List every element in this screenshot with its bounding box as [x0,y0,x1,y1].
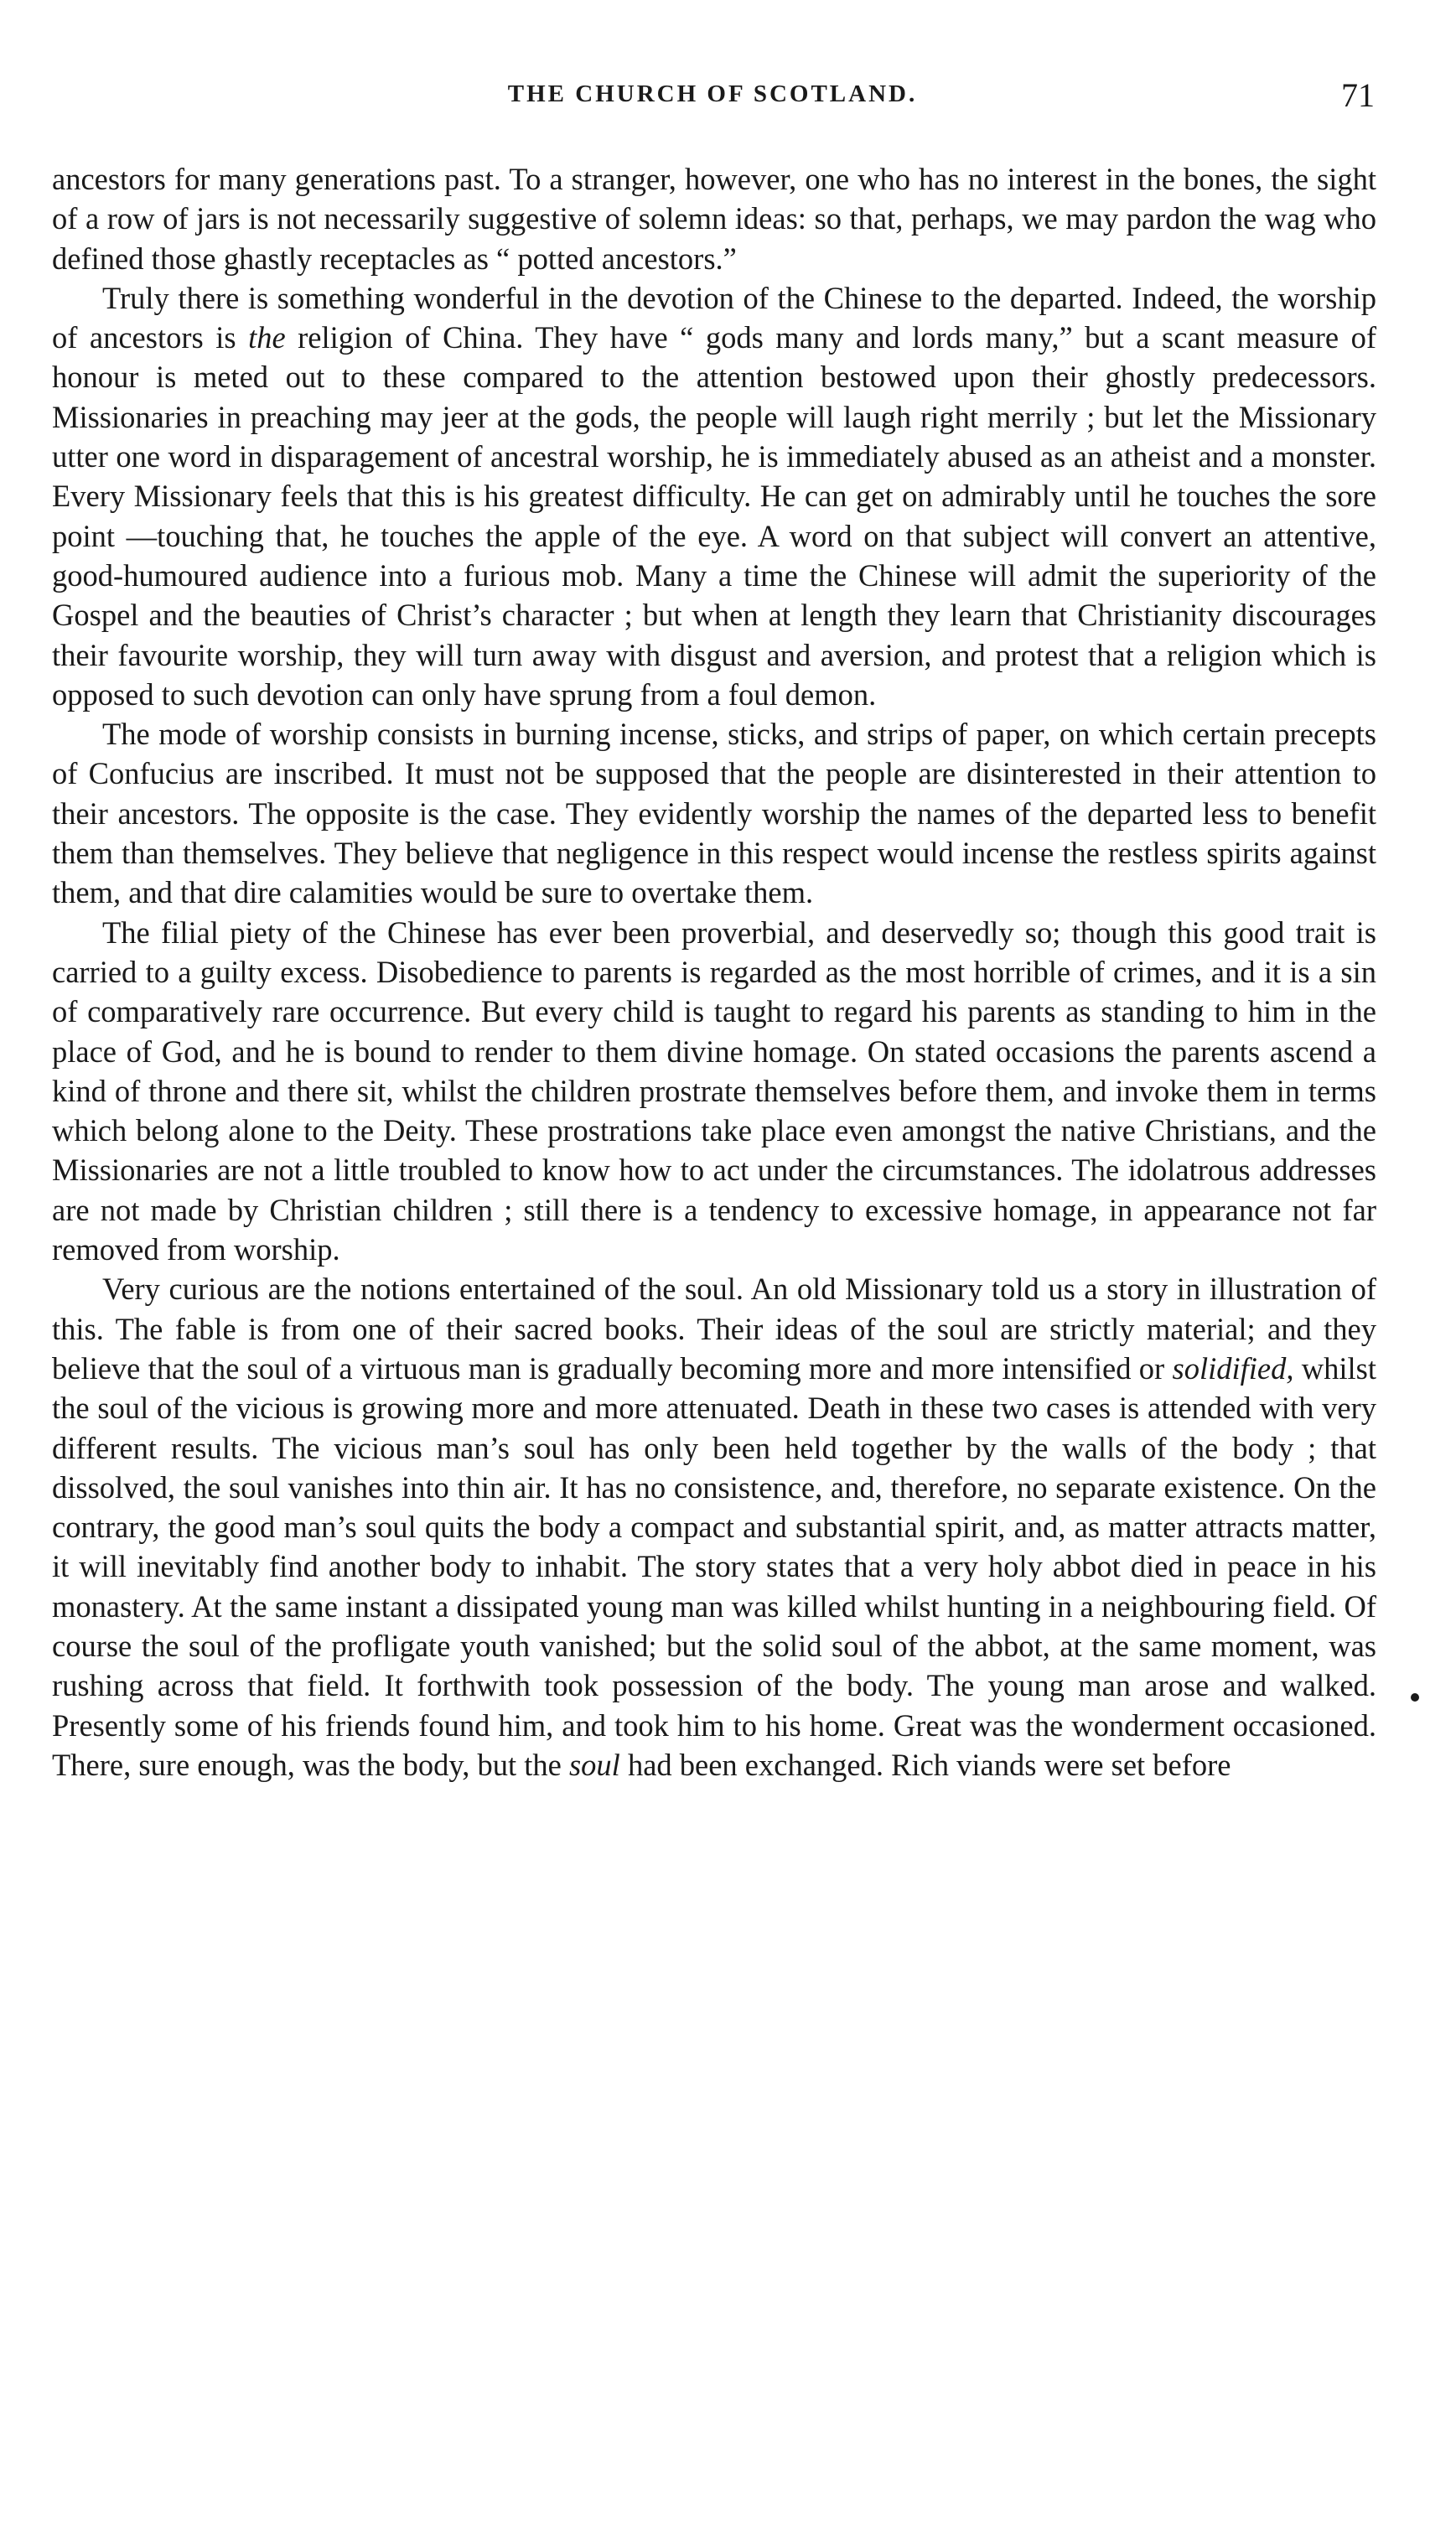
paragraph-text: had been exchanged. Rich viands were set before [619,1747,1231,1782]
paragraph-text: Truly there is something wonderful in the devotion of the Chinese to the departed. Indeed, the worship of ancestors is [52,280,1376,355]
paragraph-text: ancestors for many generations past. To a stranger, however, one who has no interest in the bones, the sight of a row of jars is not necessarily suggestive of solemn ideas: so that, perhaps, we may pardon the wag who defined those ghastly receptacles as “ potted ancestors.” [52,162,1376,276]
italic-text: the [248,320,286,355]
paragraph [52,159,1376,278]
paragraph-text: Very curious are the notions entertained of the soul. An old Missionary told us a story in illustration of this. The fable is from one of their sacred books. Their ideas of the soul are strictly material; and they believe that the soul of a virtuous man is gradually becoming more and more intensified or [52,1272,1376,1386]
italic-text: solidified, [1172,1350,1294,1386]
margin-dot-mark [1411,1693,1419,1702]
running-head [50,76,1375,117]
paragraph [52,1269,1376,1785]
body-text [52,159,1376,1785]
paragraph-text: whilst the soul of the vicious is growing more and more attenuated. Death in these two cases is attended with very different results. The vicious man’s soul has only been held together by the walls of the body ; that dissolved, the soul vanishes into thin air. It has no consistence, and, therefore, no separate existence. On the contrary, the good man’s soul quits the body a compact and substantial spirit, and, as matter attracts matter, it will inevitably find another body to inhabit. The story states that a very holy abbot died in peace in his monastery. At the same instant a dissipated young man was killed whilst hunting in a neighbouring field. Of course the soul of the profligate youth vanished; but the solid soul of the abbot, at the same moment, was rushing across that field. It forthwith took possession of the body. The young man arose and walked. Presently some of his friends found him, and took him to his home. Great was the wonderment occasioned. There, sure enough, was the body, but the [52,1350,1376,1782]
paragraph-text: The filial piety of the Chinese has ever been proverbial, and deservedly so; though this good trait is carried to a guilty excess. Disobedience to parents is regarded as the most horrible of crimes, and it is a sin of comparatively rare occurrence. But every child is taught to regard his parents as standing to him in the place of God, and he is bound to render to them divine homage. On stated occasions the parents ascend a kind of throne and there sit, whilst the children prostrate themselves before them, and invoke them in terms which belong alone to the Deity. These prostrations take place even amongst the native Christians, and the Missionaries are not a little troubled to know how to act under the circumstances. The idolatrous addresses are not made by Christian children ; still there is a tendency to excessive homage, in appearance not far removed from worship. [52,914,1376,1267]
paragraph [52,913,1376,1270]
paragraph [52,714,1376,912]
paragraph-text: religion of China. They have “ gods many and lords many,” but a scant measure of honour is meted out to these compared to the attention bestowed upon their ghostly predecessors. Missionaries in preaching may jeer at the gods, the people will laugh right merrily ; but let the Missionary utter one word in disparagement of ancestral worship, he is immediately abused as an atheist and a monster. Every Missionary feels that this is his greatest difficulty. He can get on admirably until he touches the sore point —touching that, he touches the apple of the eye. A word on that subject will convert an attentive, good-humoured audience into a furious mob. Many a time the Chinese will admit the superiority of the Gospel and the beauties of Christ’s character ; but when at length they learn that Christianity discourages their favourite worship, they will turn away with disgust and aversion, and protest that a religion which is opposed to such devotion can only have sprung from a foul demon. [52,320,1376,712]
italic-text: soul [568,1747,620,1782]
paragraph-text: The mode of worship consists in burning incense, sticks, and strips of paper, on which certain precepts of Confucius are inscribed. It must not be supposed that the people are disinterested in their attention to their ancestors. The opposite is the case. They evidently worship the names of the departed less to benefit them than themselves. They believe that negligence in this respect would incense the restless spirits against them, and that dire calamities would be sure to overtake them. [52,717,1376,910]
running-title: THE CHURCH OF SCOTLAND. [507,80,918,107]
paragraph [52,278,1376,714]
page-number: 71 [1341,76,1375,114]
